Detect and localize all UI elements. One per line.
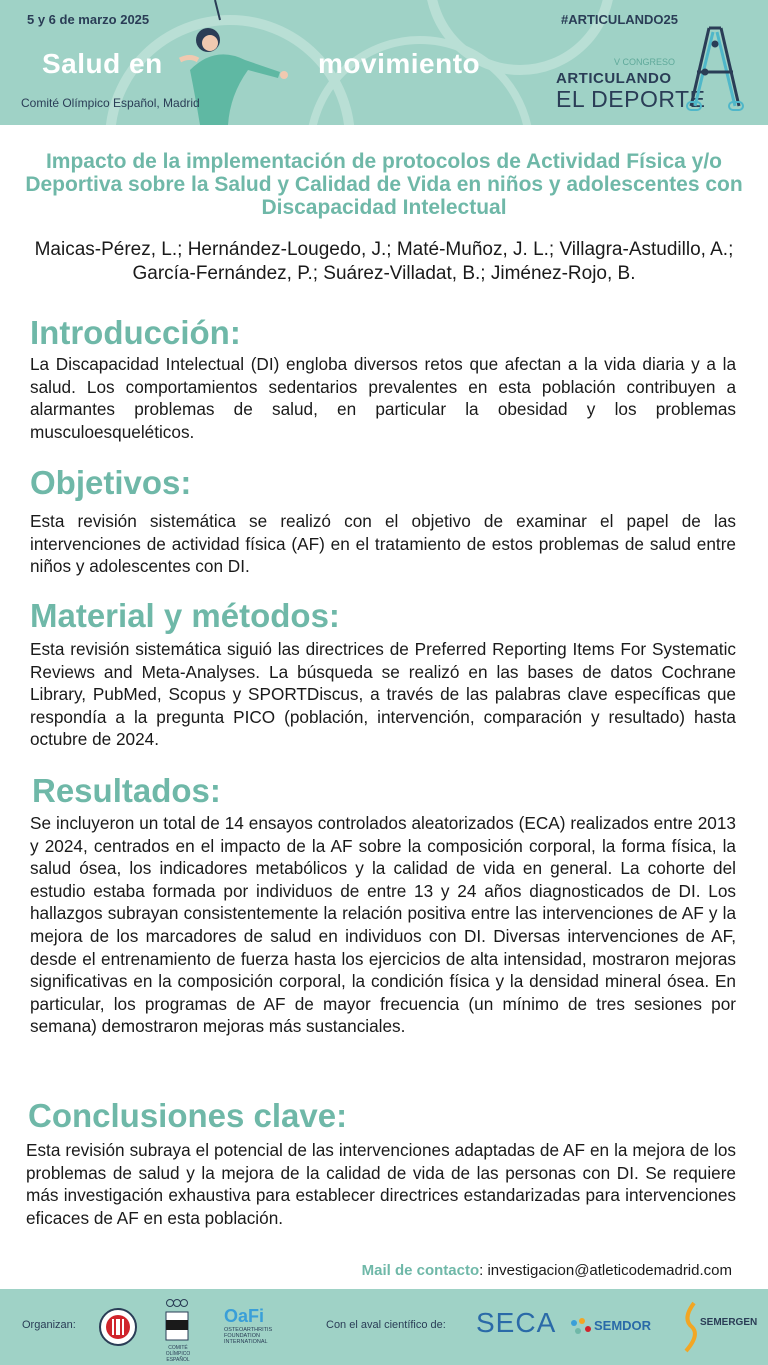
paper-authors: Maicas-Pérez, L.; Hernández-Lougedo, J.; Maté-Muñoz, J. L.; Villagra-Astudillo, A.; García-Fernández, P.; Suárez-Villadat, B.; Jiménez-Rojo, B. [34,239,734,284]
contact-line [362,1262,732,1279]
paper-title: Impacto de la implementación de protocolos de Actividad Física y/o Deportiva sobre la Salud y Calidad de Vida en niños y adolescentes con Discapacidad Intelectual [25,150,743,219]
olympic-committee-logo-icon [163,1298,191,1348]
congress-edition: V CONGRESO [614,57,676,67]
semdor-dots-icon [570,1317,594,1337]
intro-heading: Introducción: [30,314,241,351]
semdor-logo-text: SEMDOR [594,1318,652,1333]
contact-email[interactable]: : investigacion@atleticodemadrid.com [479,1262,732,1279]
methods-heading: Material y métodos: [30,597,340,634]
organizers-label: Organizan: [22,1319,76,1331]
banner-title-left: Salud en [42,48,163,79]
contact-label: Mail de contacto [361,1262,480,1279]
objectives-body: Esta revisión sistemática se realizó con el objetivo de examinar el papel de las intervenciones de actividad física (AF) en el tratamiento de estos problemas de salud entre niños y adolescentes con DI. [30,511,736,577]
atletico-foundation-logo-icon [98,1307,138,1347]
endorsement-label: Con el aval científico de: [326,1319,446,1331]
coe-logo-text: COMITÉ OLÍMPICO ESPAÑOL [165,1345,191,1363]
event-date: 5 y 6 de marzo 2025 [27,12,150,27]
methods-body: Esta revisión sistemática siguió las directrices de Preferred Reporting Items For Systematic Reviews and Meta-Analyses. La búsqueda se realizó en las bases de datos Cochrane Library, PubMed, Scopus y SPORTDiscus, a través de las palabras clave específicas que respondía a la pregunta PICO (población, intervención, comparación y resultado) hasta octubre de 2024. [30,639,736,750]
semergen-mark-icon [680,1299,700,1355]
seca-logo-text: SECA [476,1307,557,1338]
footer-band [0,1289,768,1365]
intro-body: La Discapacidad Intelectual (DI) engloba diversos retos que afectan a la vida diaria y a la salud. Los comportamientos sedentarios prevalentes en esta población contribuyen a alarmantes problemas de salud, en particular la obesidad y los problemas musculoesqueléticos. [30,354,736,442]
oafi-logo-subtext: OSTEOARTHRITIS FOUNDATION INTERNATIONAL [224,1327,273,1345]
results-body: Se incluyeron un total de 14 ensayos controlados aleatorizados (ECA) realizados entre 2013 y 2024, centrados en el impacto de la AF sobre la composición corporal, la forma física, la salud ósea, los indicadores metabólicos y la calidad de vida en general. La cohorte del estudio estaba formada por individuos de entre 13 y 24 años diagnosticados de DI. Los hallazgos subrayan consistentemente la relación positiva entre las intervenciones de AF y la mejora de los marcadores de salud en individuos con DI. Diversas intervenciones de AF, desde el entrenamiento de fuerza hasta los ejercicios de alta intensidad, mostraron mejoras significativas en la composición corporal, la condición física y la densidad mineral ósea. En particular, los programas de AF de mayor frecuencia (un mínimo de tres sesiones por semana) demostraron mejoras más sustanciales. [30,813,736,1037]
semergen-logo-text: SEMERGEN [700,1317,758,1328]
event-hashtag: #ARTICULANDO25 [560,12,678,27]
event-venue: Comité Olímpico Español, Madrid [21,96,200,110]
conclusions-heading: Conclusiones clave: [28,1097,348,1134]
objectives-heading: Objetivos: [30,464,192,501]
oafi-logo-text: OaFi [224,1306,265,1326]
results-heading: Resultados: [32,772,221,809]
conclusions-body: Esta revisión subraya el potencial de las intervenciones adaptadas de AF en la mejora de los problemas de salud y la mejora de la calidad de vida de las personas con DI. Se requiere más investigación exhaustiva para establecer directrices estandarizadas para intervenciones eficaces de AF en esta población. [26,1140,736,1228]
congress-name-line2: EL DEPORTE [556,86,706,112]
header-banner [0,0,768,125]
articulando-a-logo-icon [683,22,747,114]
banner-title-right: movimiento [318,48,481,79]
congress-name-line1: ARTICULANDO [556,70,672,87]
